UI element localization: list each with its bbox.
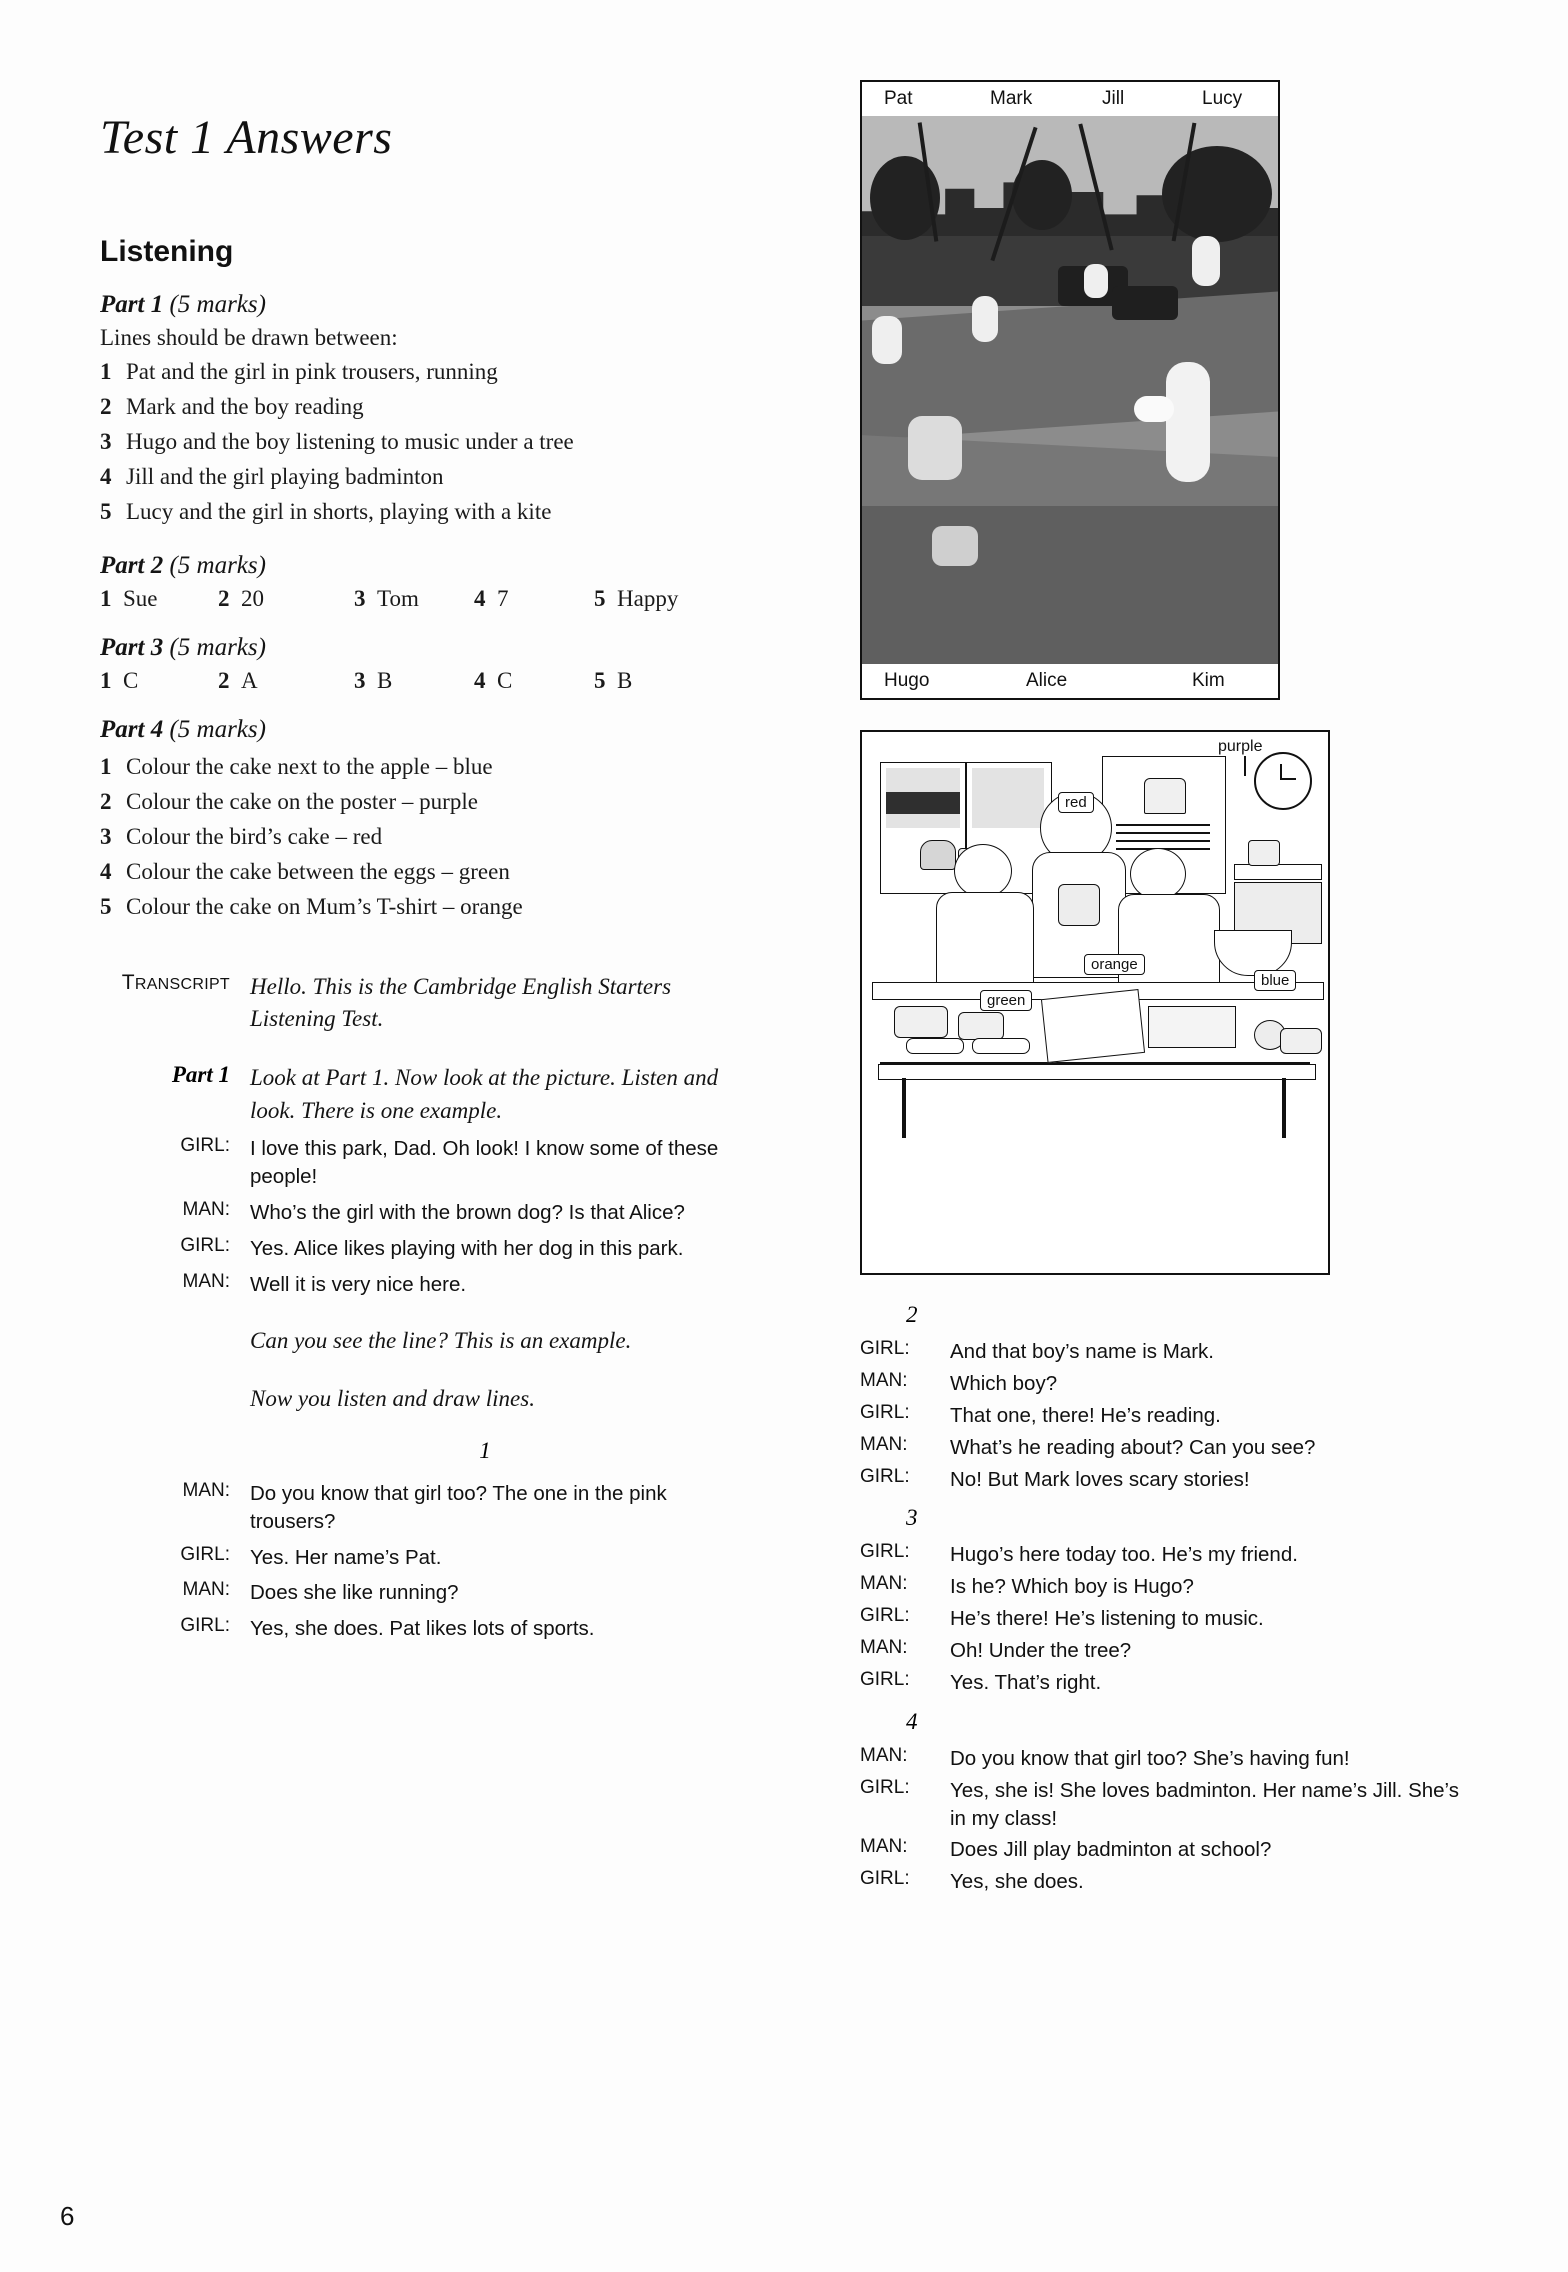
bird-icon: [920, 840, 956, 870]
transcript-example-note-2-block: [100, 1383, 760, 1416]
speaker-wrap: [860, 1402, 950, 1430]
speaker-initial: M: [182, 1198, 199, 1220]
part-4-answers: [100, 750, 760, 925]
speaker-rest: AN:: [198, 1479, 230, 1501]
transcript-line: [860, 1669, 1480, 1697]
speaker-wrap: [860, 1777, 950, 1833]
figure-park: [860, 80, 1280, 700]
speech-text: I love this park, Dad. Oh look! I know some of these people!: [250, 1137, 719, 1189]
answer-cell: [100, 668, 218, 694]
transcript-continued: [860, 1290, 1480, 1900]
spacer-left: [100, 1383, 250, 1416]
speech-text: And that boy’s name is Mark.: [950, 1340, 1214, 1363]
item-text: Colour the cake between the eggs – green: [126, 858, 510, 884]
part-1-heading: [100, 291, 760, 319]
transcript-line: [860, 1745, 1480, 1773]
callout-line: [1244, 756, 1246, 776]
speaker-wrap: [100, 1480, 250, 1536]
transcript-part1-label: Part 1: [171, 1061, 230, 1087]
transcript-line: [860, 1605, 1480, 1633]
cup-icon: [1248, 840, 1280, 866]
speech-text: Does Jill play badminton at school?: [950, 1838, 1272, 1862]
item-text: Tom: [377, 585, 419, 611]
section-heading-listening: Listening: [100, 235, 234, 268]
item-text: B: [617, 667, 633, 693]
transcript-label: [100, 971, 250, 1036]
figure-kitchen: [860, 730, 1330, 1275]
dog-icon: [932, 526, 978, 566]
speaker-initial: M: [860, 1433, 876, 1455]
spacer-left: [100, 1325, 250, 1358]
speaker-wrap: [860, 1573, 950, 1601]
speaker-wrap: [100, 1271, 250, 1299]
speaker-rest: IRL:: [874, 1605, 910, 1627]
person-icon: [872, 316, 902, 364]
transcript-line: [100, 1615, 760, 1643]
item-text: B: [377, 667, 393, 693]
item-number: 2: [100, 788, 112, 814]
item-text: Sue: [123, 585, 158, 611]
part-3-heading: [100, 634, 760, 662]
speaker-initial: M: [182, 1579, 199, 1601]
speech-text: What’s he reading about? Can you see?: [950, 1435, 1316, 1459]
speaker-wrap: [860, 1434, 950, 1462]
item-text: Hugo and the boy listening to music under a tree: [126, 428, 574, 454]
list-item: [100, 390, 760, 425]
speaker-wrap: [100, 1579, 250, 1607]
speaker-initial: M: [182, 1270, 199, 1292]
speaker-rest: IRL:: [195, 1615, 230, 1637]
item-text: Lucy and the girl in shorts, playing with a kite: [126, 498, 552, 524]
item-number: 3: [354, 585, 366, 611]
question-number: 3: [906, 1505, 918, 1531]
item-number: 4: [474, 667, 486, 693]
page-number: 6: [60, 2201, 75, 2231]
transcript-example-note-1: Can you see the line? This is an example.: [250, 1327, 632, 1353]
speaker-rest: AN:: [198, 1198, 230, 1220]
park-foreground: [862, 506, 1280, 676]
item-text: 20: [241, 585, 264, 611]
part-3-label: Part 3: [100, 633, 164, 661]
speaker-initial: G: [860, 1668, 875, 1690]
list-item: [100, 820, 760, 855]
part-1-answers: [100, 355, 760, 530]
speaker-wrap: [100, 1235, 250, 1263]
speaker-initial: M: [182, 1479, 199, 1501]
transcript-example-note-2: Now you listen and draw lines.: [250, 1386, 535, 1412]
name-label-lucy: Lucy: [1202, 88, 1243, 109]
speaker-rest: IRL:: [874, 1668, 910, 1690]
speech-text: Does she like running?: [250, 1581, 459, 1605]
figure-park-bottom-names: [862, 664, 1278, 698]
transcript-line: [860, 1777, 1480, 1833]
transcript-line: [100, 1579, 760, 1607]
part-4-label: Part 4: [100, 715, 164, 743]
speaker-wrap: [860, 1541, 950, 1569]
speaker-initial: M: [860, 1637, 876, 1658]
plate-icon: [972, 1038, 1030, 1054]
table-apron: [878, 1064, 1316, 1080]
part-2-heading: [100, 552, 760, 580]
speaker-rest: AN:: [875, 1836, 908, 1858]
spacer: [100, 1307, 760, 1325]
answer-cell: [474, 586, 594, 612]
speech-text: Hugo’s here today too. He’s my friend.: [950, 1543, 1298, 1567]
speaker-initial: G: [860, 1465, 875, 1487]
badminton-racket-icon: [1134, 396, 1174, 422]
part-1-lead: Lines should be drawn between:: [100, 325, 398, 350]
tree-icon: [1162, 146, 1272, 242]
part-2-answers: [100, 586, 760, 612]
spacer: [100, 1044, 760, 1062]
mum-tshirt-cake-icon: [1058, 884, 1100, 926]
speech-text: Do you know that girl too? She’s having fun!: [950, 1746, 1350, 1770]
answer-cell: [218, 668, 354, 694]
item-number: 4: [474, 585, 486, 611]
poster-cake-icon: [1144, 778, 1186, 814]
name-label-mark: Mark: [990, 88, 1033, 109]
item-number: 5: [594, 585, 606, 611]
transcript-line: [860, 1637, 1480, 1665]
speaker-wrap: [860, 1637, 950, 1665]
item-number: 2: [218, 585, 230, 611]
clock-icon: [1254, 752, 1312, 810]
answer-cell: [594, 586, 678, 612]
item-text: Pat and the girl in pink trousers, running: [126, 359, 498, 384]
speaker-initial: G: [180, 1615, 196, 1637]
speaker-initial: G: [860, 1605, 875, 1627]
list-item: [100, 355, 760, 390]
list-item: [100, 890, 760, 925]
item-number: 4: [100, 858, 112, 884]
part-4-heading: [100, 716, 760, 744]
bench-icon: [1112, 286, 1178, 320]
question-number: 2: [906, 1302, 918, 1327]
label-green: green: [980, 990, 1032, 1011]
speaker-wrap: [100, 1199, 250, 1227]
speech-text: Yes. That’s right.: [950, 1670, 1102, 1694]
item-text: C: [497, 667, 513, 693]
transcript-part1-instruction: Look at Part 1. Now look at the picture. Listen and look. There is one example.: [250, 1064, 719, 1123]
plate-icon: [906, 1038, 964, 1054]
item-text: C: [123, 667, 139, 693]
girl-kite-icon: [1166, 362, 1210, 482]
clock-hand: [1280, 778, 1296, 780]
kitchen-scene: [862, 732, 1328, 1273]
speaker-rest: AN:: [875, 1369, 908, 1391]
speaker-initial: G: [860, 1338, 875, 1359]
speaker-wrap: [100, 1615, 250, 1643]
park-scene: [862, 116, 1278, 668]
item-text: Colour the cake on the poster – purple: [126, 788, 478, 814]
speaker-rest: IRL:: [195, 1135, 230, 1157]
item-number: 5: [100, 498, 112, 524]
item-text: Colour the bird’s cake – red: [126, 823, 383, 849]
part-1-label: Part 1: [100, 291, 164, 318]
item-text: 7: [497, 585, 509, 611]
speaker-initial: G: [180, 1234, 196, 1256]
window-skyline: [886, 792, 960, 814]
list-item: [100, 785, 760, 820]
item-text: Mark and the boy reading: [126, 393, 364, 419]
speaker-wrap: [860, 1605, 950, 1633]
transcript-line: [100, 1199, 760, 1227]
left-column: [100, 110, 760, 1651]
speaker-initial: G: [180, 1543, 196, 1565]
speech-text: Is he? Which boy is Hugo?: [950, 1575, 1194, 1599]
person-icon: [1084, 264, 1108, 298]
transcript-label-initial: T: [121, 970, 135, 994]
transcript-example-note-1-block: [100, 1325, 760, 1358]
name-label-jill: Jill: [1102, 88, 1125, 109]
speaker-rest: AN:: [875, 1744, 908, 1766]
speaker-wrap: [100, 1544, 250, 1572]
speaker-wrap: [860, 1836, 950, 1864]
item-number: 1: [100, 585, 112, 611]
transcript-line: [860, 1466, 1480, 1494]
speaker-initial: M: [860, 1744, 876, 1766]
speaker-wrap: [860, 1370, 950, 1398]
speaker-initial: G: [860, 1868, 875, 1890]
speaker-rest: IRL:: [874, 1465, 910, 1487]
transcript-line: [860, 1434, 1480, 1462]
part-2-marks: (5 marks): [169, 551, 266, 579]
transcript-line: [100, 1235, 760, 1263]
speaker-initial: M: [860, 1369, 876, 1391]
item-number: 5: [594, 667, 606, 693]
speaker-rest: IRL:: [874, 1541, 910, 1563]
transcript-intro-text: Hello. This is the Cambridge English Starters Listening Test.: [250, 973, 672, 1032]
transcript-part1-label-wrap: [100, 1062, 250, 1127]
speech-text: That one, there! He’s reading.: [950, 1403, 1221, 1427]
speech-text: Who’s the girl with the brown dog? Is that Alice?: [250, 1200, 685, 1224]
part-3-marks: (5 marks): [169, 633, 266, 661]
part-2-label: Part 2: [100, 551, 164, 579]
speaker-rest: IRL:: [874, 1338, 910, 1359]
answer-cell: [100, 586, 218, 612]
speaker-rest: IRL:: [874, 1868, 910, 1890]
item-number: 1: [100, 359, 112, 384]
list-item: [100, 460, 760, 495]
answer-cell: [594, 668, 632, 694]
speech-text: No! But Mark loves scary stories!: [950, 1467, 1250, 1491]
name-label-pat: Pat: [884, 88, 913, 109]
speaker-rest: IRL:: [195, 1543, 230, 1565]
speech-text: Which boy?: [950, 1371, 1058, 1395]
speech-text: Yes, she does.: [950, 1870, 1084, 1894]
speech-text: He’s there! He’s listening to music.: [950, 1607, 1264, 1631]
answer-cell: [474, 668, 594, 694]
recipe-paper: [1041, 989, 1145, 1063]
question-1-number-block: [100, 1424, 760, 1472]
speaker-initial: G: [860, 1401, 875, 1423]
speaker-rest: IRL:: [874, 1776, 910, 1798]
item-number: 5: [100, 893, 112, 919]
poster-line: [1116, 840, 1210, 842]
transcript-line: [860, 1868, 1480, 1896]
poster-line: [1116, 832, 1210, 834]
list-item: [100, 855, 760, 890]
girl-head-icon: [1130, 848, 1186, 900]
item-text: Colour the cake on Mum’s T-shirt – orange: [126, 893, 523, 919]
transcript-label-rest: RANSCRIPT: [134, 975, 230, 993]
transcript-line: [860, 1370, 1480, 1398]
speaker-initial: G: [860, 1541, 875, 1563]
speech-text: Oh! Under the tree?: [950, 1639, 1132, 1662]
part-1-marks: (5 marks): [169, 291, 266, 318]
name-label-alice: Alice: [1026, 670, 1068, 691]
speaker-initial: G: [860, 1776, 875, 1798]
table-leg: [902, 1078, 906, 1138]
label-red: red: [1058, 792, 1094, 813]
speaker-wrap: [860, 1868, 950, 1896]
transcript-line: [100, 1480, 760, 1536]
person-icon: [972, 296, 998, 342]
person-icon: [1192, 236, 1220, 286]
label-purple: purple: [1218, 738, 1263, 755]
person-sitting-icon: [908, 416, 962, 480]
speaker-wrap: [860, 1669, 950, 1697]
table-leg: [1282, 1078, 1286, 1138]
label-orange: orange: [1084, 954, 1145, 975]
answer-cell: [354, 586, 474, 612]
transcript-line: [100, 1271, 760, 1299]
boy-body-icon: [936, 892, 1034, 984]
speech-text: Yes. Her name’s Pat.: [250, 1545, 442, 1569]
transcript-line: [100, 1544, 760, 1572]
poster-line: [1116, 824, 1210, 826]
figure-park-top-names: [862, 82, 1278, 116]
transcript-line: [860, 1573, 1480, 1601]
speaker-rest: AN:: [875, 1433, 908, 1455]
right-column: [860, 80, 1460, 1275]
spacer: [100, 1365, 760, 1383]
speaker-initial: M: [860, 1573, 876, 1595]
cake-plate-icon: [958, 1012, 1004, 1040]
item-text: Colour the cake next to the apple – blue: [126, 753, 493, 779]
speaker-wrap: [860, 1745, 950, 1773]
list-item: [100, 425, 760, 460]
speaker-rest: AN:: [198, 1579, 230, 1601]
speech-text: Well it is very nice here.: [250, 1272, 467, 1296]
spacer-left: [100, 1424, 250, 1472]
speech-text: Yes, she is! She loves badminton. Her name’s Jill. She’s in my class!: [950, 1778, 1459, 1830]
transcript-line: [860, 1338, 1480, 1366]
window-view-right: [972, 768, 1044, 828]
name-label-kim: Kim: [1192, 670, 1225, 691]
speech-text: Yes. Alice likes playing with her dog in this park.: [250, 1236, 684, 1260]
item-number: 2: [100, 393, 112, 419]
item-number: 1: [100, 667, 112, 693]
item-text: Jill and the girl playing badminton: [126, 463, 444, 489]
item-number: 2: [218, 667, 230, 693]
transcript-part1-block: [100, 1062, 760, 1127]
egg-box-icon: [1148, 1006, 1236, 1048]
speaker-rest: AN:: [875, 1573, 908, 1595]
label-blue: blue: [1254, 970, 1296, 991]
transcript-line: [100, 1135, 760, 1191]
transcript-intro-block: [100, 971, 760, 1036]
speaker-wrap: [100, 1135, 250, 1191]
answer-cell: [354, 668, 474, 694]
question-number: 4: [906, 1708, 918, 1734]
item-number: 1: [100, 753, 112, 779]
speech-text: Yes, she does. Pat likes lots of sports.: [250, 1617, 595, 1641]
transcript-line: [860, 1402, 1480, 1430]
speaker-wrap: [860, 1338, 950, 1366]
item-text: Happy: [617, 585, 679, 611]
transcript-section: [100, 971, 760, 1644]
item-text: A: [241, 667, 258, 693]
speaker-rest: AN:: [875, 1637, 908, 1658]
item-number: 3: [100, 428, 112, 454]
speaker-rest: IRL:: [195, 1234, 230, 1256]
part-3-answers: [100, 668, 760, 694]
list-item: [100, 750, 760, 785]
speaker-initial: M: [860, 1836, 876, 1858]
page-title: Test 1 Answers: [100, 111, 393, 164]
transcript-line: [860, 1541, 1480, 1569]
speaker-rest: AN:: [198, 1270, 230, 1292]
part-4-marks: (5 marks): [169, 715, 266, 743]
question-number: 1: [479, 1437, 491, 1463]
answer-cell: [218, 586, 354, 612]
item-number: 3: [100, 823, 112, 849]
shelf: [1234, 864, 1322, 880]
transcript-line: [860, 1836, 1480, 1864]
boy-head-icon: [954, 844, 1012, 898]
speaker-rest: IRL:: [874, 1401, 910, 1423]
speaker-wrap: [860, 1466, 950, 1494]
item-number: 4: [100, 463, 112, 489]
speaker-initial: G: [180, 1135, 196, 1157]
cake-next-to-apple-icon: [1280, 1028, 1322, 1054]
name-label-hugo: Hugo: [884, 670, 930, 691]
item-number: 3: [354, 667, 366, 693]
cake-plate-icon: [894, 1006, 948, 1038]
list-item: [100, 495, 760, 530]
speech-text: Do you know that girl too? The one in the pink trousers?: [250, 1481, 667, 1533]
